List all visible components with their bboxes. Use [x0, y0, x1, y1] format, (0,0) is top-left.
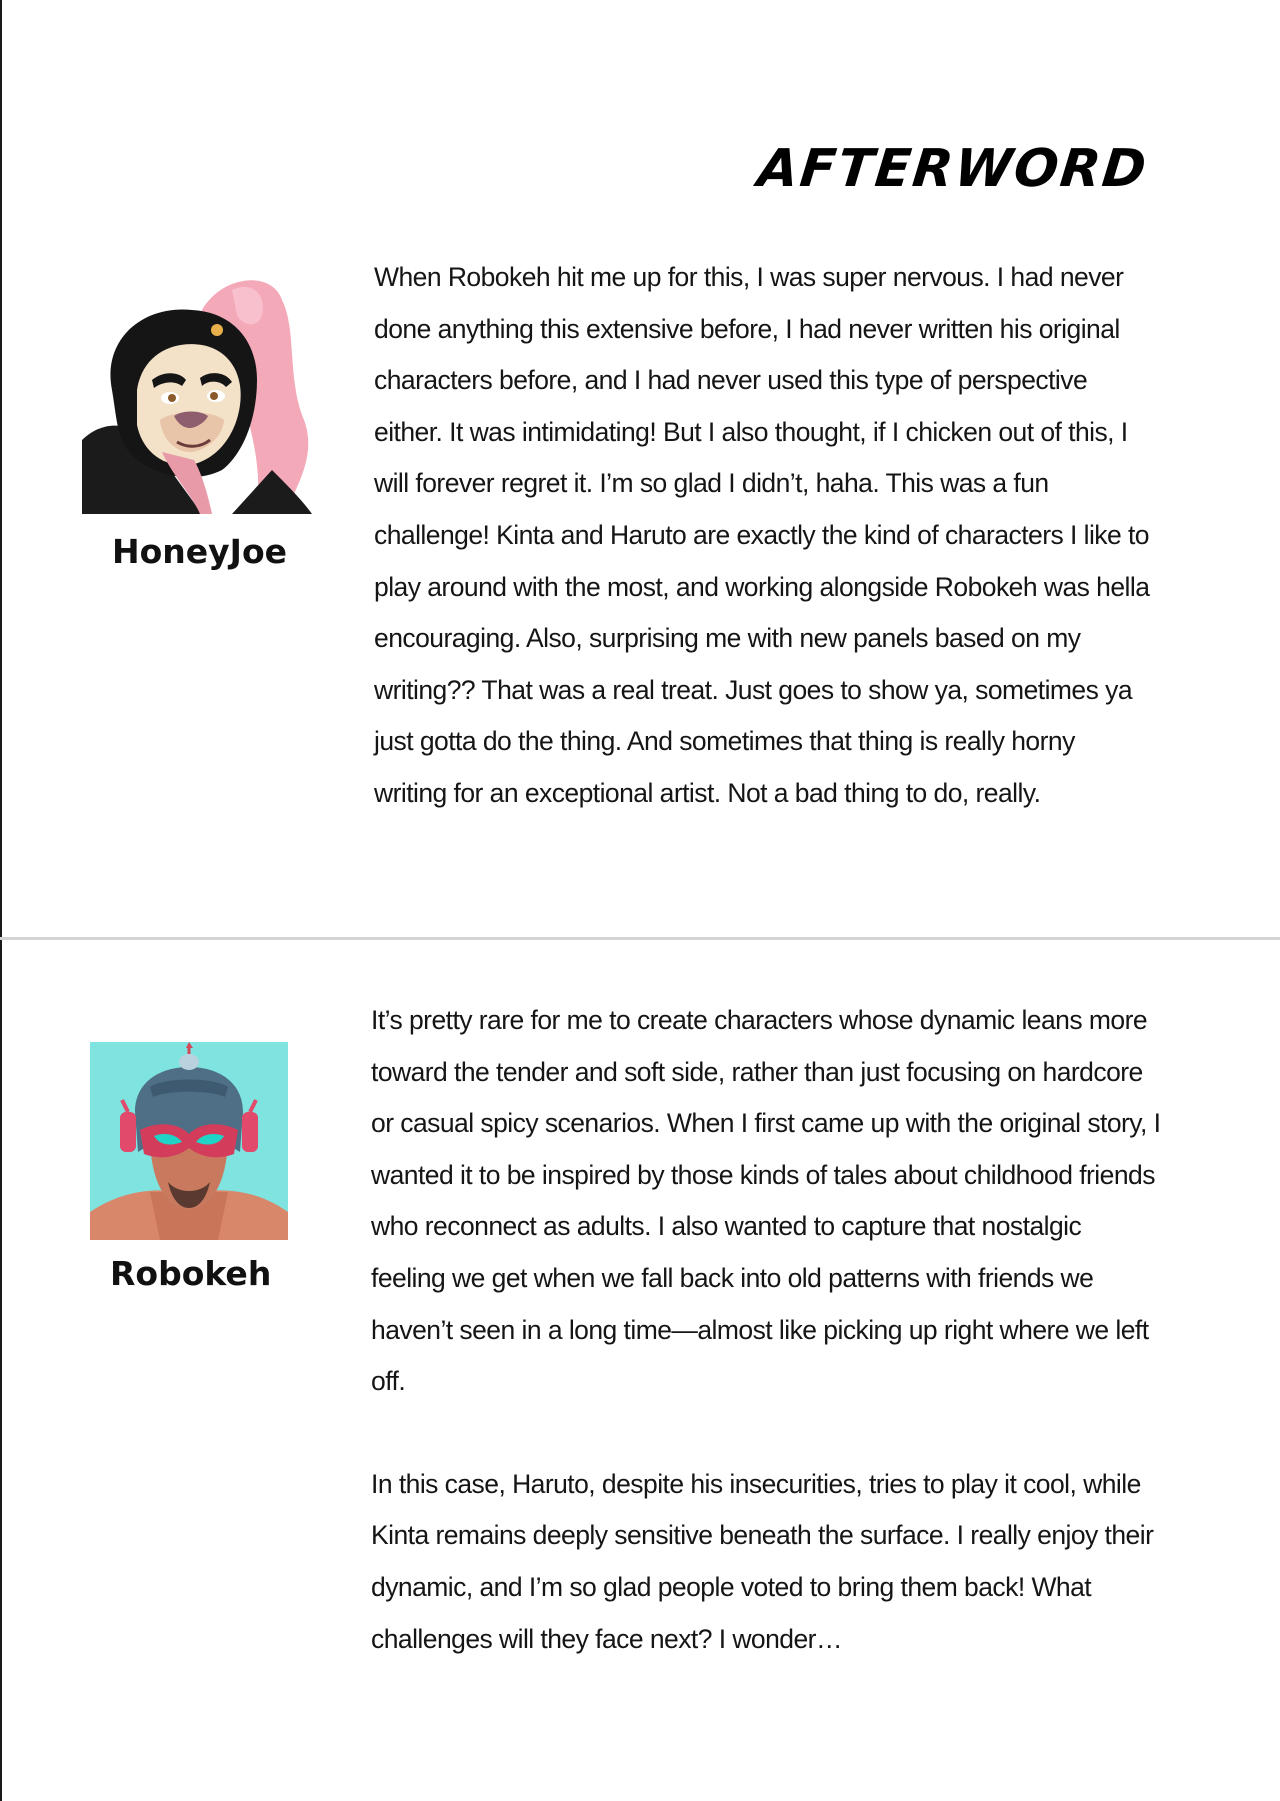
masked-robot-character-avatar-icon — [90, 1042, 288, 1240]
afterword-text-robokeh — [371, 995, 1161, 1665]
essay-paragraph: It’s pretty rare for me to create characters whose dynamic leans more toward the tender and soft side, rather than just focusing on hardcore or casual spicy scenarios. When I first came up with the original story, I wanted it to be inspired by those kinds of tales about childhood friends who reconnect as adults. I also wanted to capture that nostalgic feeling we get when we fall back into old patterns with friends we haven’t seen in a long time—almost like picking up right where we left off. — [371, 1005, 1161, 1397]
page-left-border — [0, 0, 2, 1801]
author-name-honeyjoe: HoneyJoe — [112, 532, 288, 571]
author-name-robokeh: Robokeh — [110, 1254, 272, 1293]
lion-character-avatar-icon — [82, 270, 324, 514]
section-divider — [0, 937, 1280, 940]
essay-paragraph: In this case, Haruto, despite his insecurities, tries to play it cool, while Kinta remains deeply sensitive beneath the surface. I really enjoy their dynamic, and I’m so glad people voted to bring them back! What challenges will they face next? I wonder… — [371, 1468, 1154, 1654]
page-title: AFTERWORD — [755, 138, 1152, 199]
afterword-text-honeyjoe — [374, 252, 1154, 820]
essay-paragraph: When Robokeh hit me up for this, I was super nervous. I had never done anything this extensive before, I had never written his original characters before, and I had never used this type of perspective either. It was intimidating! But I also thought, if I chicken out of this, I will forever regret it. I’m so glad I didn’t, haha. This was a fun challenge! Kinta and Haruto are exactly the kind of characters I like to play around with the most, and working alongside Robokeh was hella encouraging. Also, surprising me with new panels based on my writing?? That was a real treat. Just goes to show ya, sometimes ya just gotta do the thing. And sometimes that thing is really horny writing for an exceptional artist. Not a bad thing to do, really. — [374, 262, 1150, 808]
